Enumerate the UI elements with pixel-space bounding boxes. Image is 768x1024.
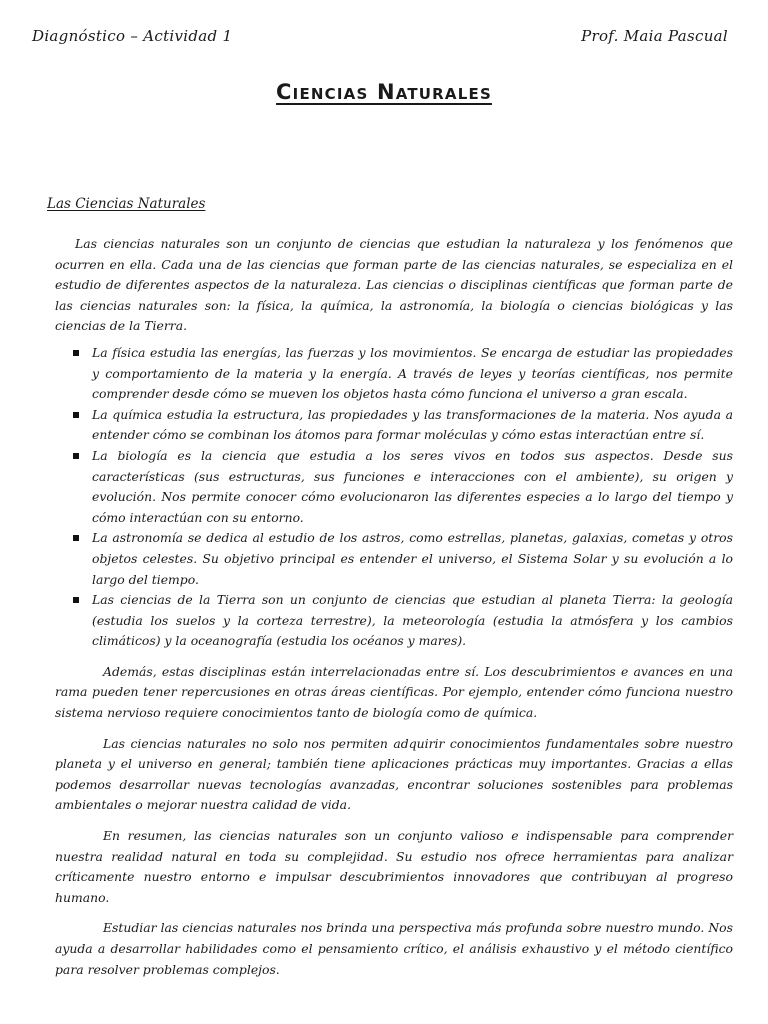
- list-item-biologia: La biología es la ciencia que estudia a los seres vivos en todos sus aspectos. Desde sus características (sus estructuras, sus funciones e interacciones con el ambiente), su origen y evolución. Nos permite conocer cómo evolucionaron las diferentes especies a lo largo del tiempo y cómo interactúan con su entorno.: [92, 446, 733, 528]
- header-activity: Diagnóstico – Actividad 1: [32, 27, 233, 45]
- list-item-fisica: La física estudia las energías, las fuerzas y los movimientos. Se encarga de estudiar las propiedades y comportamiento de la materia y la energía. A través de leyes y teorías científicas, nos permite comprender desde cómo se mueven los objetos hasta cómo funciona el universo a gran escala.: [92, 343, 733, 405]
- list-item-astronomia: La astronomía se dedica al estudio de los astros, como estrellas, planetas, galaxias, cometas y otros objetos celestes. Su objetivo principal es entender el universo, el Sistema Solar y su evolución a lo largo del tiempo.: [92, 528, 733, 590]
- paragraph-interrelation: Además, estas disciplinas están interrelacionadas entre sí. Los descubrimientos e avances en una rama pueden tener repercusiones en otras áreas científicas. Por ejemplo, entender cómo funciona nuestro sistema nervioso requiere conocimientos tanto de biología como de química.: [55, 663, 733, 721]
- list-item-ciencias-tierra: Las ciencias de la Tierra son un conjunto de ciencias que estudian al planeta Tierra: la geología (estudia los suelos y la corteza terrestre), la meteorología (estudia la atmósfera y los cambios climáticos) y la oceanografía (estudia los océanos y mares).: [92, 590, 733, 652]
- sciences-list: [55, 343, 733, 652]
- section-heading: Las Ciencias Naturales: [47, 196, 206, 212]
- paragraph-summary: En resumen, las ciencias naturales son un conjunto valioso e indispensable para comprender nuestra realidad natural en toda su complejidad. Su estudio nos ofrece herramientas para analizar críticamente nuestro entorno e impulsar descubrimientos innovadores que contribuyan al progreso humano.: [55, 828, 733, 905]
- paragraph-conclusion: Estudiar las ciencias naturales nos brinda una perspectiva más profunda sobre nuestro mundo. Nos ayuda a desarrollar habilidades como el pensamiento crítico, el análisis exhaustivo y el método científico para resolver problemas complejos.: [55, 920, 733, 977]
- header-teacher: Prof. Maia Pascual: [581, 27, 728, 45]
- intro-paragraph: Las ciencias naturales son un conjunto de ciencias que estudian la naturaleza y los fenómenos que ocurren en ella. Cada una de las ciencias que forman parte de las ciencias naturales, se especializa en el estudio de diferentes aspectos de la naturaleza. Las ciencias o disciplinas científicas que forman parte de las ciencias naturales son: la física, la química, la astronomía, la biología o ciencias biológicas y las ciencias de la Tierra.: [55, 236, 733, 334]
- document-body: [55, 234, 733, 980]
- page-title: Ciencias Naturales: [276, 80, 492, 104]
- list-item-quimica: La química estudia la estructura, las propiedades y las transformaciones de la materia. Nos ayuda a entender cómo se combinan los átomos para formar moléculas y cómo estas interactúan entre sí.: [92, 405, 733, 446]
- paragraph-applications: Las ciencias naturales no solo nos permiten adquirir conocimientos fundamentales sobre nuestro planeta y el universo en general; también tiene aplicaciones prácticas muy importantes. Gracias a ellas podemos desarrollar nuevas tecnologías avanzadas, encontrar soluciones sostenibles para problemas ambientales o mejorar nuestra calidad de vida.: [55, 735, 733, 813]
